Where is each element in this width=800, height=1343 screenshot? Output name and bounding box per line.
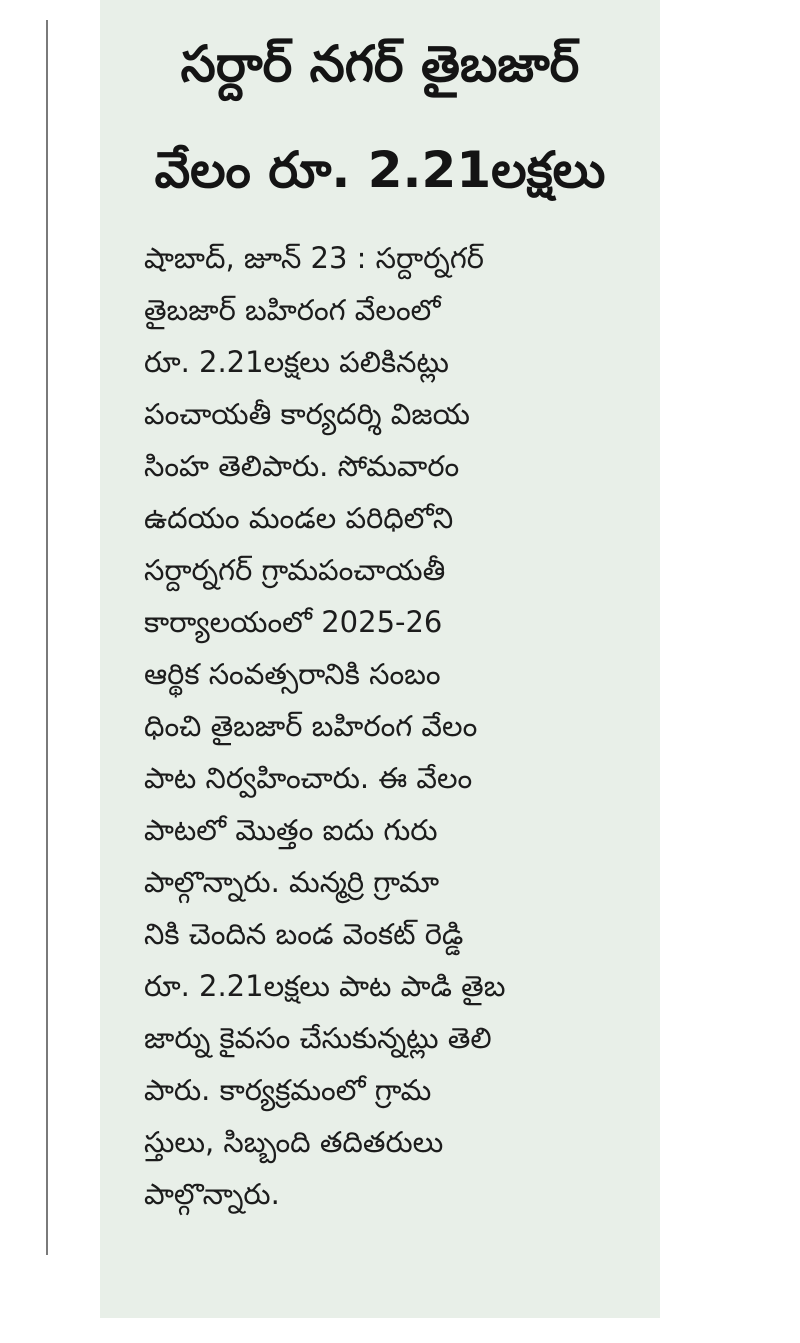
article-body-line: పాల్గొన్నారు. xyxy=(144,1177,280,1211)
article-body-line: స్తులు, సిబ్బంది తదితరులు xyxy=(144,1125,444,1159)
headline-line-1: సర్దార్ నగర్ తైబజార్ xyxy=(180,35,580,93)
article-body-line: తైబజార్ బహిరంగ వేలంలో xyxy=(144,293,441,327)
article-body xyxy=(144,232,634,1220)
article-body-line: రూ. 2.21లక్షలు పలికినట్లు xyxy=(144,345,449,379)
article-body-line: పాటలో మొత్తం ఐదు గురు xyxy=(144,813,438,847)
article-body-line: జార్ను కైవసం చేసుకున్నట్లు తెలి xyxy=(144,1021,492,1055)
article-body-line: పాల్గొన్నారు. మన్మర్రి గ్రామా xyxy=(144,865,440,899)
article-body-line: ఉదయం మండల పరిధిలోని xyxy=(144,501,454,535)
column-divider xyxy=(46,20,48,1255)
article-body-line: కార్యాలయంలో 2025-26 xyxy=(144,605,443,639)
article-body-line: రూ. 2.21లక్షలు పాట పాడి తైబ xyxy=(144,969,506,1003)
article-body-line: పంచాయతీ కార్యదర్శి విజయ xyxy=(144,397,470,431)
headline-line-2: వేలం రూ. 2.21లక్షలు xyxy=(154,141,606,199)
article-body-line: పారు. కార్యక్రమంలో గ్రామ xyxy=(144,1073,432,1107)
article-body-line: నికి చెందిన బండ వెంకట్ రెడ్డి xyxy=(144,917,464,951)
article-body-line: సర్దార్నగర్ గ్రామపంచాయతీ xyxy=(144,553,446,587)
article-body-line: షాబాద్, జూన్ 23 : సర్దార్నగర్ xyxy=(144,241,484,275)
article-body-line: సింహ తెలిపారు. సోమవారం xyxy=(144,449,460,483)
article-body-line: ధించి తైబజార్ బహిరంగ వేలం xyxy=(144,709,478,743)
article-body-line: ఆర్థిక సంవత్సరానికి సంబం xyxy=(144,657,441,691)
article-body-line: పాట నిర్వహించారు. ఈ వేలం xyxy=(144,761,473,795)
